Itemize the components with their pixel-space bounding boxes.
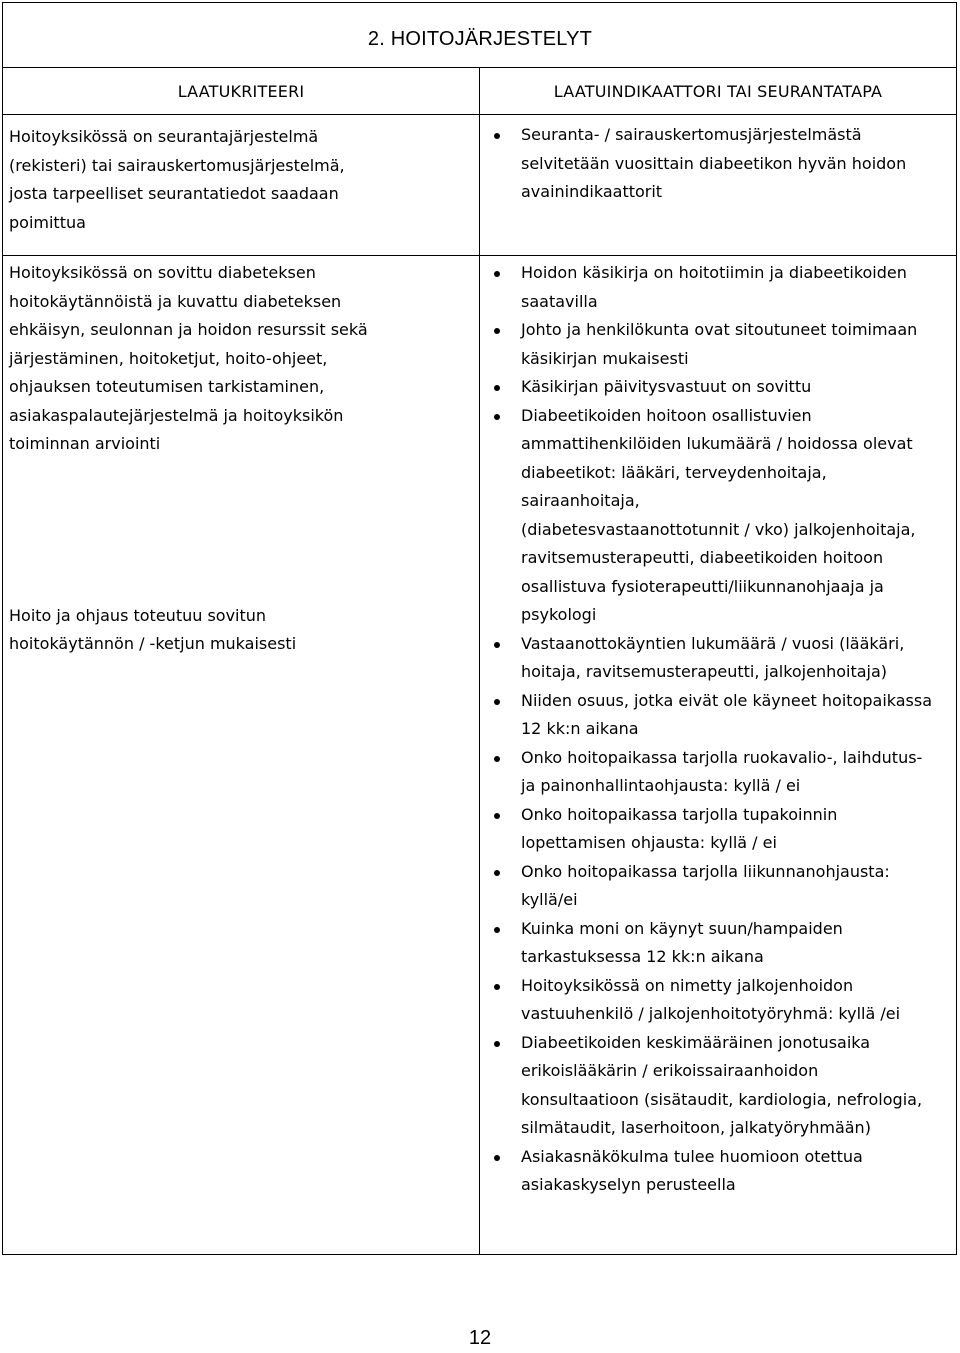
- indicator-line: lopettamisen ohjausta: kyllä / ei: [521, 833, 777, 852]
- criterion-line: josta tarpeelliset seurantatiedot saadaan: [9, 184, 339, 203]
- indicator-line: Diabeetikoiden hoitoon osallistuvien: [521, 405, 812, 425]
- row1-indicator-cell: [480, 115, 957, 256]
- indicator-line: 12 kk:n aikana: [521, 719, 639, 738]
- indicator-line: psykologi: [521, 605, 597, 624]
- criterion-line: Hoitoyksikössä on sovittu diabeteksen: [9, 263, 316, 282]
- bullet-icon: [494, 927, 500, 933]
- criterion-line: hoitokäytännön / -ketjun mukaisesti: [9, 634, 297, 653]
- indicator-line: Hoidon käsikirja on hoitotiimin ja diabeetikoiden: [521, 263, 907, 282]
- bullet-icon: [494, 414, 500, 420]
- indicator-line: diabeetikot: lääkäri, terveydenhoitaja, sairaanhoitaja,: [521, 462, 827, 510]
- indicator-line: kyllä/ei: [521, 890, 578, 909]
- row2-criterion-cell: [3, 256, 480, 1255]
- criterion-line: toiminnan arviointi: [9, 434, 161, 453]
- indicator-item: [480, 1143, 956, 1200]
- indicator-item: [480, 801, 956, 858]
- indicator-line: (diabetesvastaanottotunnit / vko) jalkojenhoitaja,: [521, 519, 916, 539]
- indicator-item: [480, 1029, 956, 1143]
- row2-criterion-a: [3, 256, 479, 459]
- indicator-item: [480, 744, 956, 801]
- bullet-icon: [494, 385, 500, 391]
- row2-indicator-list: [480, 259, 956, 1200]
- row2-criterion-b: [3, 594, 479, 659]
- indicator-line: Onko hoitopaikassa tarjolla tupakoinnin: [521, 804, 838, 824]
- indicator-line: Vastaanottokäyntien lukumäärä / vuosi (lääkäri,: [521, 633, 905, 653]
- indicator-line: ammattihenkilöiden lukumäärä / hoidossa olevat: [521, 434, 913, 453]
- indicator-item: [480, 858, 956, 915]
- bullet-icon: [494, 642, 500, 648]
- indicator-line: saatavilla: [521, 291, 598, 311]
- bullet-icon: [494, 1041, 500, 1047]
- indicator-item: [480, 687, 956, 744]
- bullet-icon: [494, 133, 500, 139]
- indicator-line: Hoitoyksikössä on nimetty jalkojenhoidon: [521, 975, 854, 995]
- indicator-line: tarkastuksessa 12 kk:n aikana: [521, 947, 764, 966]
- bullet-icon: [494, 1155, 500, 1161]
- indicator-line: avainindikaattorit: [521, 182, 663, 201]
- criterion-line: Hoito ja ohjaus toteutuu sovitun: [9, 605, 267, 625]
- indicator-line: Diabeetikoiden keskimääräinen jonotusaika: [521, 1032, 871, 1052]
- indicator-line: Kuinka moni on käynyt suun/hampaiden: [521, 918, 843, 938]
- indicator-item: [480, 259, 956, 316]
- indicator-line: Niiden osuus, jotka eivät ole käyneet hoitopaikassa: [521, 690, 933, 710]
- indicator-line: konsultaatioon (sisätaudit, kardiologia, nefrologia,: [521, 1089, 923, 1109]
- bullet-icon: [494, 271, 500, 277]
- section-title: 2. HOITOJÄRJESTELYT: [367, 27, 593, 50]
- indicator-item: [480, 972, 956, 1029]
- criterion-line: järjestäminen, hoitoketjut, hoito-ohjeet,: [9, 348, 328, 368]
- criterion-line: (rekisteri) tai sairauskertomusjärjestelmä,: [9, 155, 345, 175]
- indicator-line: Seuranta- / sairauskertomusjärjestelmästä: [521, 125, 862, 144]
- indicator-line: Käsikirjan päivitysvastuut on sovittu: [521, 377, 812, 396]
- bullet-icon: [494, 328, 500, 334]
- indicator-line: erikoislääkärin / erikoissairaanhoidon: [521, 1061, 819, 1080]
- indicator-item: [480, 402, 956, 630]
- indicator-line: osallistuva fysioterapeutti/liikunnanohjaaja ja: [521, 576, 884, 596]
- indicator-line: Onko hoitopaikassa tarjolla ruokavalio-, laihdutus-: [521, 747, 923, 767]
- criterion-line: ohjauksen toteutumisen tarkistaminen,: [9, 377, 325, 396]
- indicator-line: käsikirjan mukaisesti: [521, 348, 689, 368]
- indicator-line: Onko hoitopaikassa tarjolla liikunnanohjausta:: [521, 861, 890, 881]
- bullet-icon: [494, 984, 500, 990]
- row1-criterion: [3, 115, 479, 237]
- bullet-icon: [494, 870, 500, 876]
- indicator-line: ja painonhallintaohjausta: kyllä / ei: [521, 776, 801, 795]
- criterion-line: ehkäisyn, seulonnan ja hoidon resurssit sekä: [9, 320, 368, 339]
- row1-criterion-cell: [3, 115, 480, 256]
- indicator-item: [480, 630, 956, 687]
- indicator-line: vastuuhenkilö / jalkojenhoitotyöryhmä: kyllä /ei: [521, 1004, 901, 1023]
- header-cell-indicators: [480, 68, 957, 115]
- quality-criteria-table: [2, 2, 957, 1255]
- page-number: 12: [468, 1327, 492, 1349]
- indicator-line: selvitetään vuosittain diabeetikon hyvän hoidon: [521, 153, 907, 173]
- header-cell-criteria: [3, 68, 480, 115]
- indicator-line: silmätaudit, laserhoitoon, jalkatyöryhmään): [521, 1118, 871, 1137]
- indicator-item: [480, 316, 956, 373]
- criterion-line: asiakaspalautejärjestelmä ja hoitoyksikön: [9, 405, 344, 425]
- header-indicators: LAATUINDIKAATTORI TAI SEURANTATAPA: [553, 82, 883, 101]
- bullet-icon: [494, 813, 500, 819]
- header-criteria: LAATUKRITEERI: [177, 82, 305, 101]
- indicator-line: asiakaskyselyn perusteella: [521, 1175, 736, 1194]
- indicator-line: Asiakasnäkökulma tulee huomioon otettua: [521, 1146, 863, 1166]
- indicator-line: ravitsemusterapeutti, diabeetikoiden hoitoon: [521, 548, 884, 567]
- criterion-line: Hoitoyksikössä on seurantajärjestelmä: [9, 127, 319, 146]
- bullet-icon: [494, 756, 500, 762]
- criterion-line: hoitokäytännöistä ja kuvattu diabeteksen: [9, 291, 342, 311]
- row1-indicator-list: [480, 121, 956, 207]
- indicator-item: [480, 121, 956, 207]
- indicator-line: hoitaja, ravitsemusterapeutti, jalkojenhoitaja): [521, 662, 888, 681]
- bullet-icon: [494, 699, 500, 705]
- row2-indicator-cell: [480, 256, 957, 1255]
- indicator-item: [480, 373, 956, 402]
- section-title-cell: [3, 3, 957, 68]
- criterion-line: poimittua: [9, 212, 86, 232]
- indicator-item: [480, 915, 956, 972]
- indicator-line: Johto ja henkilökunta ovat sitoutuneet toimimaan: [521, 320, 918, 339]
